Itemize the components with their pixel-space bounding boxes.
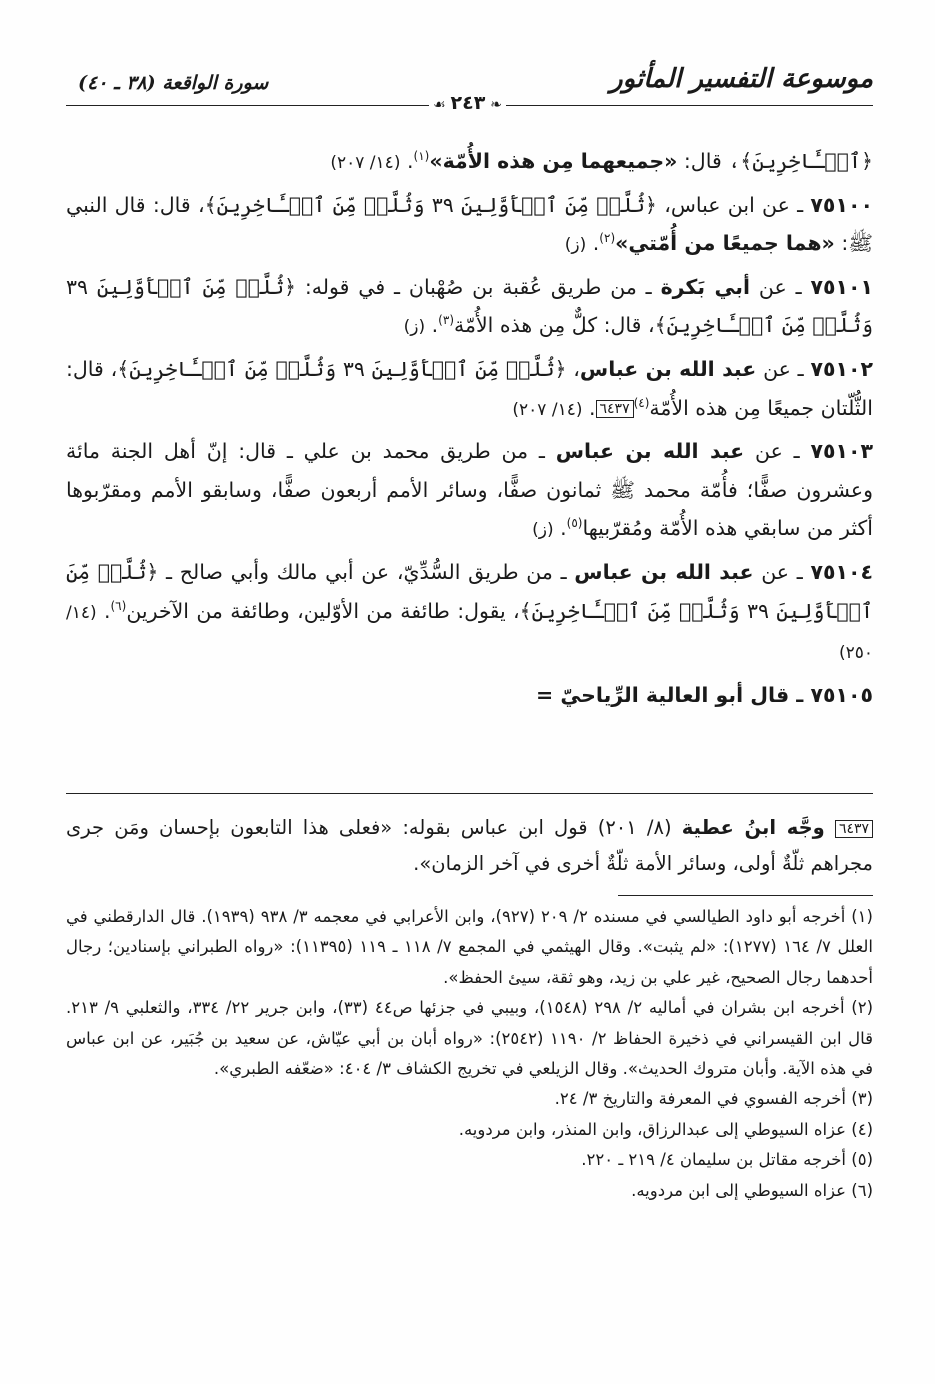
text: ، قال: الثُّلّتان جميعًا مِن هذه الأُمّة: [66, 356, 873, 420]
narration-75100: [66, 186, 873, 265]
main-text: [66, 142, 873, 717]
footnote-ref[interactable]: (٤): [633, 395, 650, 410]
text: .: [553, 516, 567, 541]
text: ، قال: كلٌّ مِن هذه الأُمّة: [454, 313, 655, 338]
text: =: [536, 682, 561, 707]
source-ref: (١٤/ ٢٠٧): [330, 153, 401, 173]
commentary-author: وجَّه ابنُ عطية: [681, 816, 825, 839]
narration-number: ٧٥١٠١: [810, 274, 874, 299]
narrator-name: عبد الله بن عباس: [555, 439, 745, 464]
footnote-ref[interactable]: (٢): [599, 231, 616, 246]
quran-verse: ﴿ثُلَّةٞ مِّنَ ٱلۡأَوَّلِينَ ٣٩ وَثُلَّةٞ مِّنَ ٱلۡـَٔاخِرِينَ﴾: [66, 559, 873, 623]
narrator-name: أبي بَكرة: [660, 274, 750, 299]
footnote-4: (٤) عزاه السيوطي إلى عبدالرزاق، وابن المنذر، وابن مردويه.: [458, 1119, 873, 1139]
narration-number: ٧٥١٠٥: [810, 682, 873, 707]
quran-verse: ﴿ثُلَّةٞ مِّنَ ٱلۡأَوَّلِينَ ٣٩ وَثُلَّةٞ مِّنَ ٱلۡـَٔاخِرِينَ﴾: [66, 274, 873, 338]
footnote-rule: [618, 895, 873, 896]
quran-verse: ﴿ٱلۡـَٔاخِرِينَ﴾،: [728, 149, 873, 173]
text: ـ عن: [756, 356, 811, 381]
commentary-rule: [66, 793, 873, 794]
commentary-ref-box[interactable]: ٦٤٣٧: [596, 400, 634, 418]
source-ref: (ز): [532, 520, 554, 541]
paragraph-continuation: [66, 142, 873, 183]
text: ـ من طريق عُقبة بن صُهْبان ـ في قوله:: [295, 274, 661, 299]
footnote-3: (٣) أخرجه الفسوي في المعرفة والتاريخ ٣/ ٢٤.: [554, 1089, 873, 1109]
text: ـ عن ابن عباس،: [656, 192, 811, 217]
footnote-2: (٢) أخرجه ابن بشران في أماليه ٢/ ٢٩٨ (١٥٤٨)، وبيبي في جزئها ص٤٤ (٣٣)، وابن جرير ٢٢/ ٣٣٤، والثعلبي ٩/ ٢١٣. قال ابن القيسراني في ذخيرة الحفاظ ٢/ ١١٩٠ (٢٥٤٢): «رواه أبان بن أبي عيّاش، عن سعيد بن جُبَير، عن ابن عباس في هذه الآية. وأبان متروك الحديث». وقال الزيلعي في تخريج الكشاف ٣/ ٤٠٤: «ضعّفه الطبري».: [66, 998, 874, 1079]
narration-number: ٧٥١٠٢: [810, 356, 873, 381]
footnote-1: (١) أخرجه أبو داود الطيالسي في مسنده ٢/ ٢٠٩ (٩٢٧)، وابن الأعرابي في معجمه ٣/ ٩٣٨ (١٩٣٩). قال الدارقطني في العلل ٧/ ١٦٤ (١٢٧٧): «لم يثبت». وقال الهيثمي في المجمع ٧/ ١١٨ ـ ١١٩ (١١٣٩٥): «رواه الطبراني بإسنادين؛ رجال أحدهما رجال الصحيح، غير علي بن زيد، وهو ثقة، سيئ الحفظ».: [66, 907, 874, 987]
source-ref: (ز): [403, 317, 426, 338]
commentary-note: [66, 810, 873, 882]
text: ، يقول: طائفة من الأوّلين، وطائفة من الآخرين: [126, 598, 520, 623]
footnote-ref[interactable]: (٥): [566, 516, 583, 531]
footnote-6: (٦) عزاه السيوطي إلى ابن مردويه.: [631, 1180, 873, 1200]
quran-verse: ﴿ثُلَّةٞ مِّنَ ٱلۡأَوَّلِينَ ٣٩ وَثُلَّةٞ مِّنَ ٱلۡـَٔاخِرِينَ﴾: [204, 192, 657, 217]
source-ref: (ز): [564, 235, 587, 256]
commentary-box-label: ٦٤٣٧: [835, 820, 873, 838]
text: ـ من طريق محمد بن علي ـ قال: إنّ أهل الجنة مائة وعشرون صفًّا؛ فأُمّة محمد ﷺ ثمانون صفًّا، وسائر الأمم أربعون صفًّا، وسابقو الأمم ومقرّبوها أكثر من سابقي هذه الأُمّة ومُقرّبيها: [66, 439, 873, 541]
text: ، قال: قال النبي ﷺ:: [66, 192, 873, 256]
text: ـ عن: [753, 559, 811, 584]
text: قال:: [677, 149, 729, 173]
narration-75105: [66, 676, 873, 715]
hadith-text: «هما جميعًا من أُمّتي»: [615, 231, 835, 256]
text: .: [425, 313, 439, 338]
source-ref: (١٤/ ٢٠٧): [512, 399, 583, 420]
book-title: موسوعة التفسير المأثور: [610, 64, 873, 94]
footnote-ref[interactable]: (٦): [110, 598, 127, 613]
page-number: ٢٤٣: [450, 92, 486, 114]
narration-75104: [66, 553, 873, 673]
footnote-ref[interactable]: (٣): [438, 313, 454, 328]
text: .: [586, 231, 600, 256]
text: .: [400, 149, 414, 173]
narrator-name: عبد الله بن عباس: [574, 559, 754, 584]
narration-75103: [66, 432, 873, 550]
narration-number: ٧٥١٠٠: [810, 192, 873, 217]
text: ـ من طريق السُّدِّيّ، عن أبي مالك وأبي صالح ـ: [158, 559, 575, 584]
narration-75102: [66, 350, 873, 429]
footnote-5: (٥) أخرجه مقاتل بن سليمان ٤/ ٢١٩ ـ ٢٢٠.: [581, 1150, 873, 1170]
ornament-icon: ☙: [433, 97, 451, 113]
quran-verse: ﴿ثُلَّةٞ مِّنَ ٱلۡأَوَّلِينَ ٣٩ وَثُلَّةٞ مِّنَ ٱلۡـَٔاخِرِينَ﴾: [117, 356, 567, 381]
source-ref: (١٤/ ٢٥٠): [66, 602, 873, 664]
narration-number: ٧٥١٠٤: [810, 559, 873, 584]
footnote-ref[interactable]: (١): [413, 149, 430, 164]
footnotes: [66, 902, 873, 1206]
text: ـ قال: [743, 682, 811, 707]
ornament-icon: ❧: [485, 97, 502, 113]
surah-label: سورة الواقعة (٣٨ ـ ٤٠): [78, 72, 269, 94]
narrator-name: أبو العالية الرِّياحيّ: [560, 682, 744, 707]
text: .: [96, 598, 111, 623]
text: ،: [566, 356, 580, 381]
hadith-text: «جميعهما مِن هذه الأُمّة»: [429, 149, 678, 173]
commentary-text: (٨/ ٢٠١) قول ابن عباس بقوله: «فعلى هذا التابعون بإحسان ومَن جرى مجراهم ثلّةٌ أولى، وسائر الأمة ثلّةٌ أخرى في آخر الزمان».: [66, 816, 873, 875]
text: ـ عن: [744, 439, 811, 464]
text: ـ عن: [750, 274, 811, 299]
text: .: [582, 395, 596, 420]
narration-number: ٧٥١٠٣: [810, 439, 873, 464]
narration-75101: [66, 268, 873, 347]
narrator-name: عبد الله بن عباس: [579, 356, 757, 381]
page-number-wrap: [0, 92, 935, 114]
